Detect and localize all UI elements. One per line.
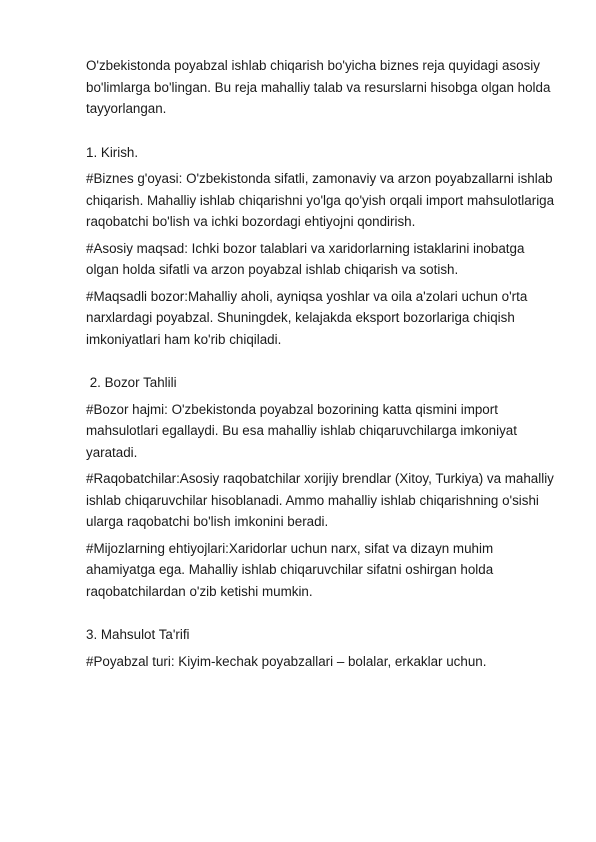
paragraph: #Asosiy maqsad: Ichki bozor talablari va xaridorlarning istaklarini inobatga olgan holda sifatli va arzon poyabzal ishlab chiqarish va sotish. bbox=[86, 240, 525, 277]
paragraph: #Maqsadli bozor:Mahalliy aholi, ayniqsa yoshlar va oila a'zolari uchun o'rta narxlardagi poyabzal. Shuningdek, kelajakda eksport bozorlariga chiqish imkoniyatlari ham ko'rib chiqiladi. bbox=[86, 288, 528, 347]
section-heading: 2. Bozor Tahlili bbox=[86, 375, 177, 390]
paragraph: #Bozor hajmi: O'zbekistonda poyabzal bozorining katta qismini import mahsulotlari egallaydi. Bu esa mahalliy ishlab chiqaruvchilarga imkoniyat yaratadi. bbox=[86, 401, 517, 460]
section-heading: 3. Mahsulot Ta'rifi bbox=[86, 627, 190, 642]
section-bozor-tahlili bbox=[86, 372, 556, 602]
paragraph: #Poyabzal turi: Kiyim-kechak poyabzallari – bolalar, erkaklar uchun. bbox=[86, 653, 487, 669]
section-heading: 1. Kirish. bbox=[86, 144, 139, 160]
intro-paragraph: O'zbekistonda poyabzal ishlab chiqarish bo'yicha biznes reja quyidagi asosiy bo'limlarga bo'lingan. Bu reja mahalliy talab va resurslarni hisobga olgan holda tayyorlangan. bbox=[86, 58, 551, 116]
paragraph: #Biznes g'oyasi: O'zbekistonda sifatli, zamonaviy va arzon poyabzallarni ishlab chiqarish. Mahalliy ishlab chiqarishni yo'lga qo'yish orqali import mahsulotlariga raqobatchi bo'lish va ichki bozordagi ehtiyojni qondirish. bbox=[86, 171, 555, 229]
paragraph: #Raqobatchilar:Asosiy raqobatchilar xorijiy brendlar (Xitoy, Turkiya) va mahalliy ishlab chiqaruvchilar hisoblanadi. Ammo mahalliy ishlab chiqarishning o'sishi ularga raqobatchi bo'lish imkonini beradi. bbox=[86, 471, 554, 529]
section-kirish bbox=[86, 142, 556, 351]
paragraph: #Mijozlarning ehtiyojlari:Xaridorlar uchun narx, sifat va dizayn muhim ahamiyatga ega. Mahalliy ishlab chiqaruvchilar sifatni oshirgan holda raqobatchilardan o'zib ketishi mumkin. bbox=[86, 540, 494, 599]
section-mahsulot-tarifi bbox=[86, 624, 556, 672]
document-body bbox=[86, 55, 556, 677]
